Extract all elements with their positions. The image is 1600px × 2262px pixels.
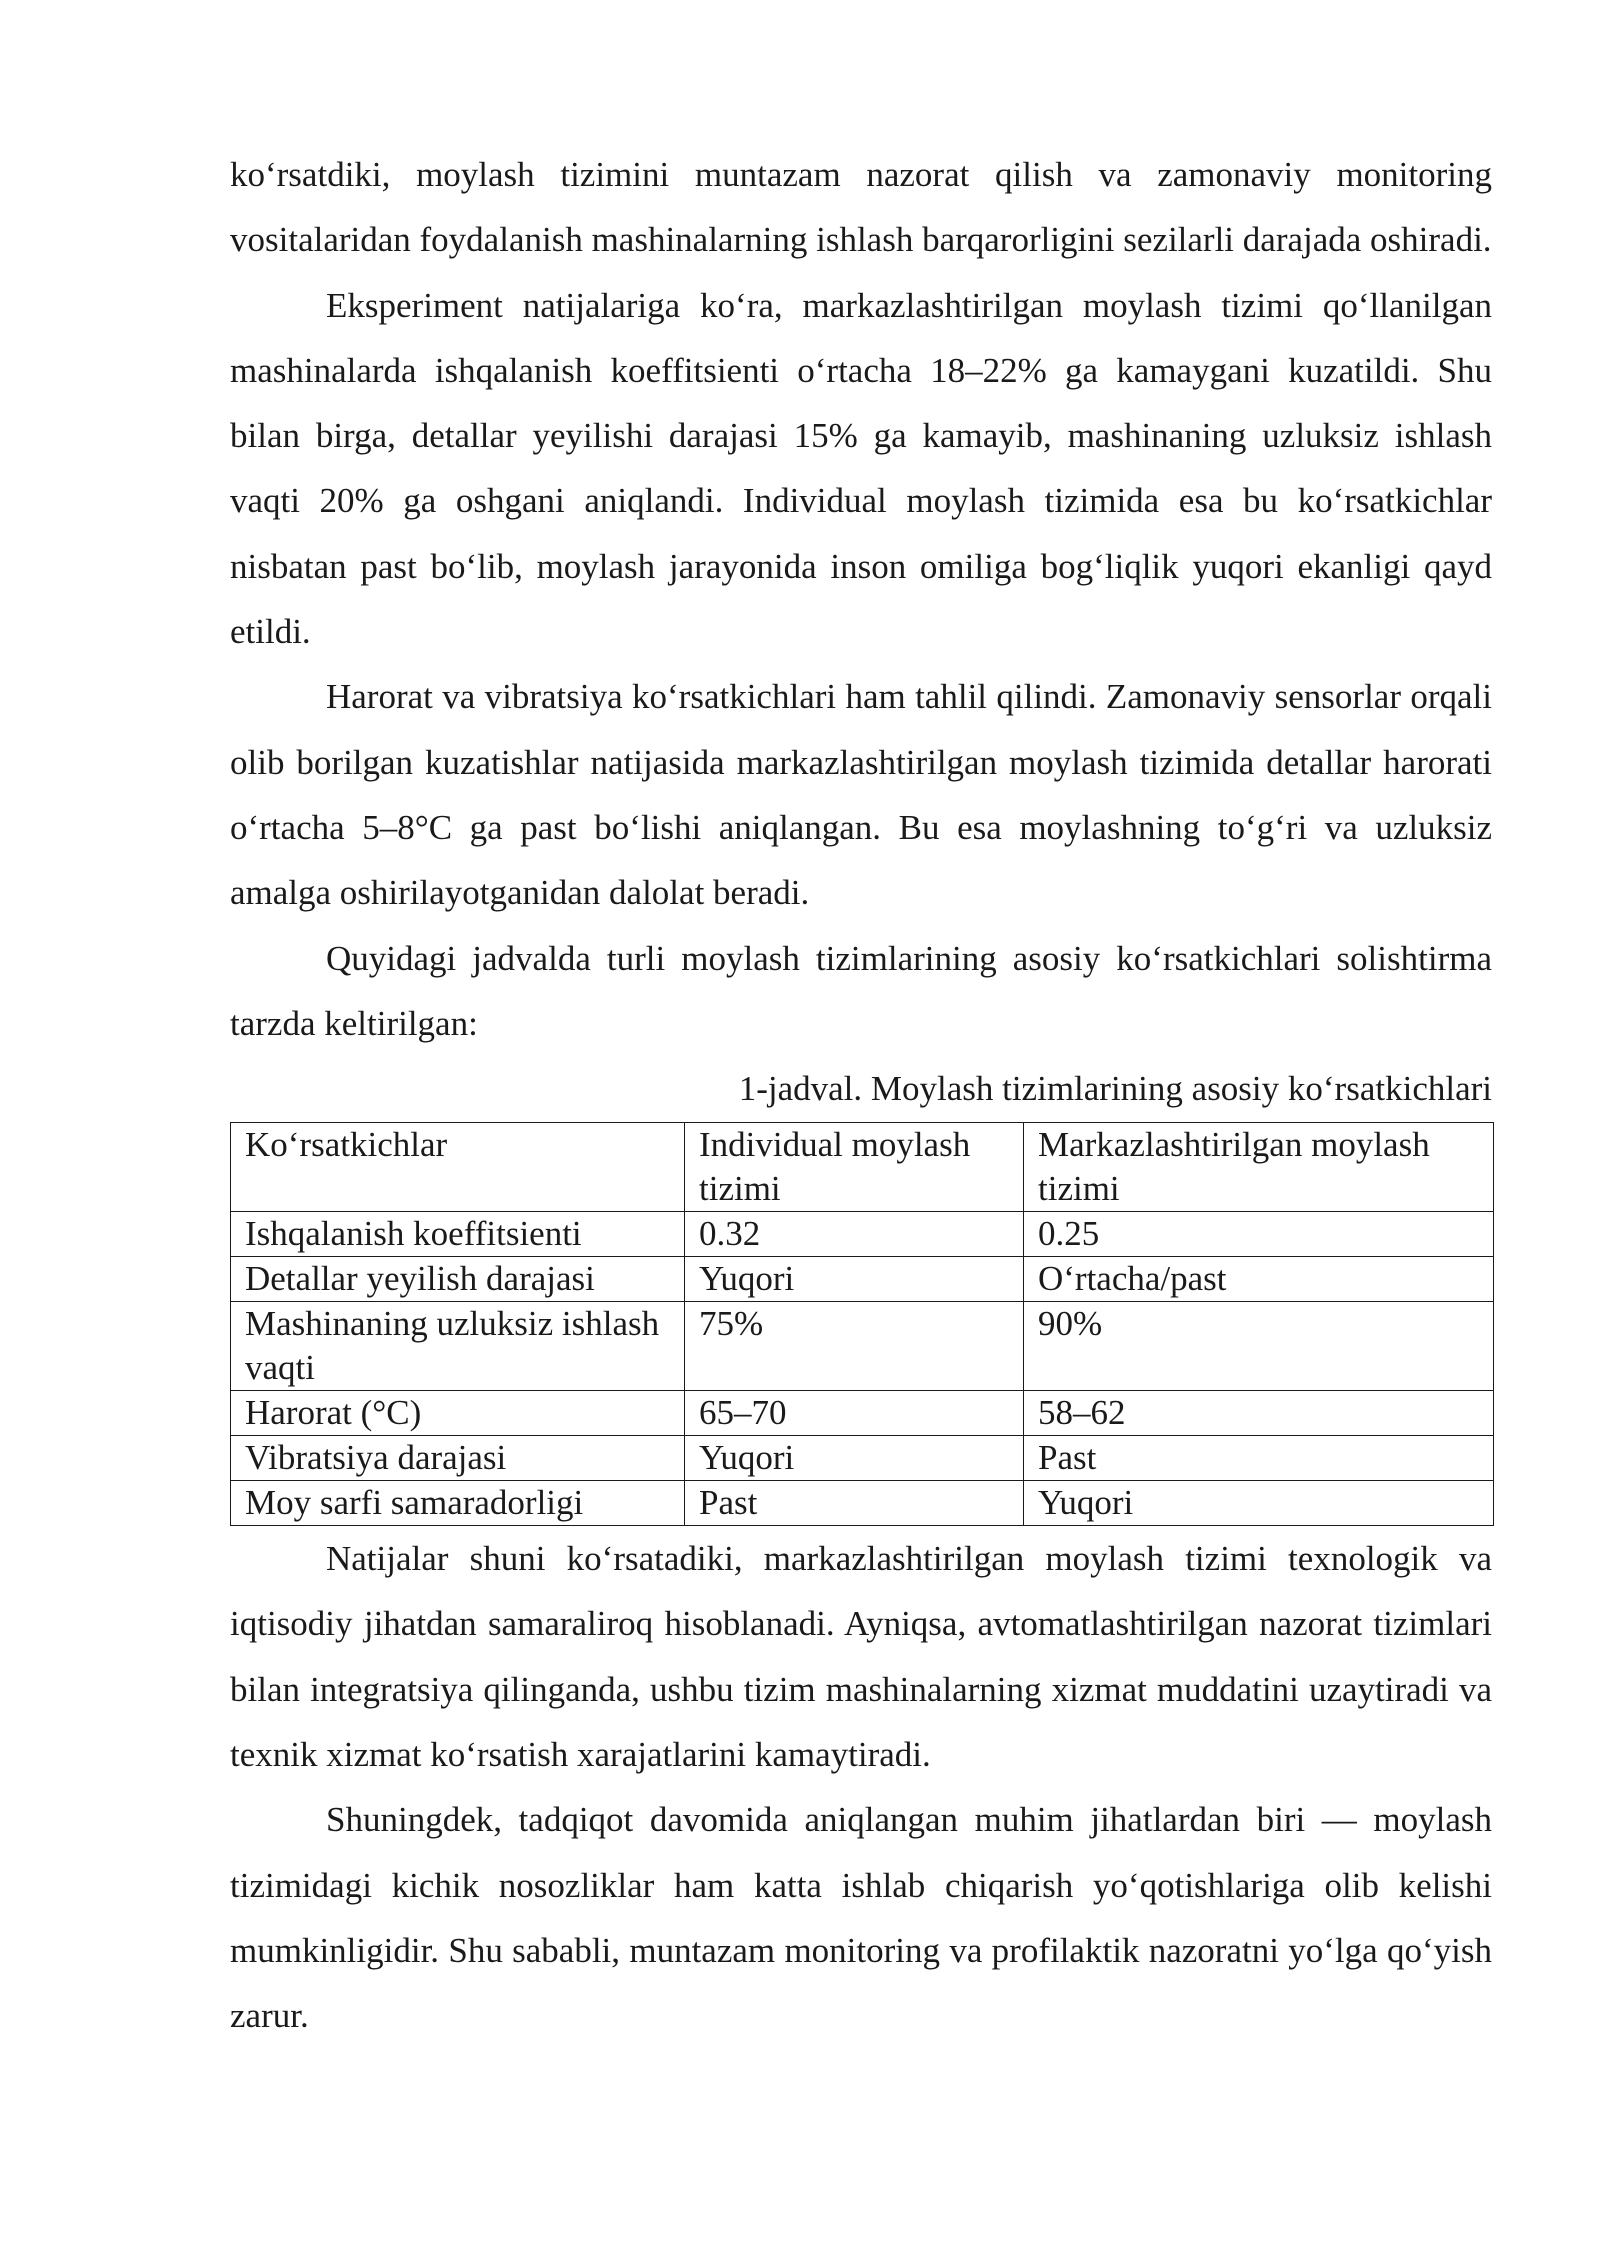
paragraph-experiment-results: Eksperiment natijalariga ko‘ra, markazlashtirilgan moylash tizimi qo‘llanilgan mashinalarda ishqalanish koeffitsienti o‘rtacha 18–22% ga kamaygani kuzatildi. Shu bilan birga, detallar yeyilishi darajasi 15% ga kamayib, mashinaning uzluksiz ishlash vaqti 20% ga oshgani aniqlandi. Individual moylash tizimida esa bu ko‘rsatkichlar nisbatan past bo‘lib, moylash jarayonida inson omiliga bog‘liqlik yuqori ekanligi qayd etildi. <box>230 285 1492 652</box>
table-cell: Mashinaning uzluksiz ishlash vaqti <box>231 1302 685 1391</box>
table-cell: Vibratsiya darajasi <box>231 1436 685 1481</box>
header-cell: Markazlashtirilgan moylash tizimi <box>1024 1123 1494 1212</box>
table-cell: 0.25 <box>1024 1212 1494 1257</box>
table-cell: Ishqalanish koeffitsienti <box>231 1212 685 1257</box>
table-header-row <box>231 1123 1494 1212</box>
table-cell: 75% <box>685 1302 1024 1391</box>
table-cell: 90% <box>1024 1302 1494 1391</box>
table-row <box>231 1481 1494 1526</box>
table-row <box>231 1302 1494 1391</box>
table-cell: O‘rtacha/past <box>1024 1257 1494 1302</box>
table-cell: Harorat (°C) <box>231 1391 685 1436</box>
header-cell: Individual moylash tizimi <box>685 1123 1024 1212</box>
table-cell: Moy sarfi samaradorligi <box>231 1481 685 1526</box>
paragraph-table-intro: Quyidagi jadvalda turli moylash tizimlarining asosiy ko‘rsatkichlari solishtirma tarzda keltirilgan: <box>230 938 1492 1043</box>
table-cell: Yuqori <box>1024 1481 1494 1526</box>
table-row <box>231 1436 1494 1481</box>
header-cell: Ko‘rsatkichlar <box>231 1123 685 1212</box>
table-cell: 65–70 <box>685 1391 1024 1436</box>
table-cell: Past <box>1024 1436 1494 1481</box>
paragraph-continuation: ko‘rsatdiki, moylash tizimini muntazam nazorat qilish va zamonaviy monitoring vositalaridan foydalanish mashinalarning ishlash barqarorligini sezilarli darajada oshiradi. <box>230 155 1492 260</box>
table-cell: 58–62 <box>1024 1391 1494 1436</box>
paragraph-temperature-vibration: Harorat va vibratsiya ko‘rsatkichlari ham tahlil qilindi. Zamonaviy sensorlar orqali olib borilgan kuzatishlar natijasida markazlashtirilgan moylash tizimida detallar harorati o‘rtacha 5–8°C ga past bo‘lishi aniqlangan. Bu esa moylashning to‘g‘ri va uzluksiz amalga oshirilayotganidan dalolat beradi. <box>230 677 1492 913</box>
table-cell: Yuqori <box>685 1436 1024 1481</box>
table-row <box>231 1391 1494 1436</box>
table-cell: Past <box>685 1481 1024 1526</box>
document-page <box>230 142 1492 2049</box>
table-row <box>231 1212 1494 1257</box>
paragraph-recommendation: Shuningdek, tadqiqot davomida aniqlangan muhim jihatlardan biri — moylash tizimidagi kichik nosozliklar ham katta ishlab chiqarish yo‘qotishlariga olib kelishi mumkinligidir. Shu sababli, muntazam monitoring va profilaktik nazoratni yo‘lga qo‘yish zarur. <box>230 1800 1492 2036</box>
table-cell: Detallar yeyilish darajasi <box>231 1257 685 1302</box>
table-cell: Yuqori <box>685 1257 1024 1302</box>
comparison-table <box>230 1122 1494 1526</box>
paragraph-conclusion: Natijalar shuni ko‘rsatadiki, markazlashtirilgan moylash tizimi texnologik va iqtisodiy jihatdan samaraliroq hisoblanadi. Ayniqsa, avtomatlashtirilgan nazorat tizimlari bilan integratsiya qilinganda, ushbu tizim mashinalarning xizmat muddatini uzaytiradi va texnik xizmat ko‘rsatish xarajatlarini kamaytiradi. <box>230 1539 1492 1775</box>
table-caption: 1-jadval. Moylash tizimlarining asosiy ko‘rsatkichlari <box>738 1069 1492 1109</box>
table-cell: 0.32 <box>685 1212 1024 1257</box>
table-row <box>231 1257 1494 1302</box>
